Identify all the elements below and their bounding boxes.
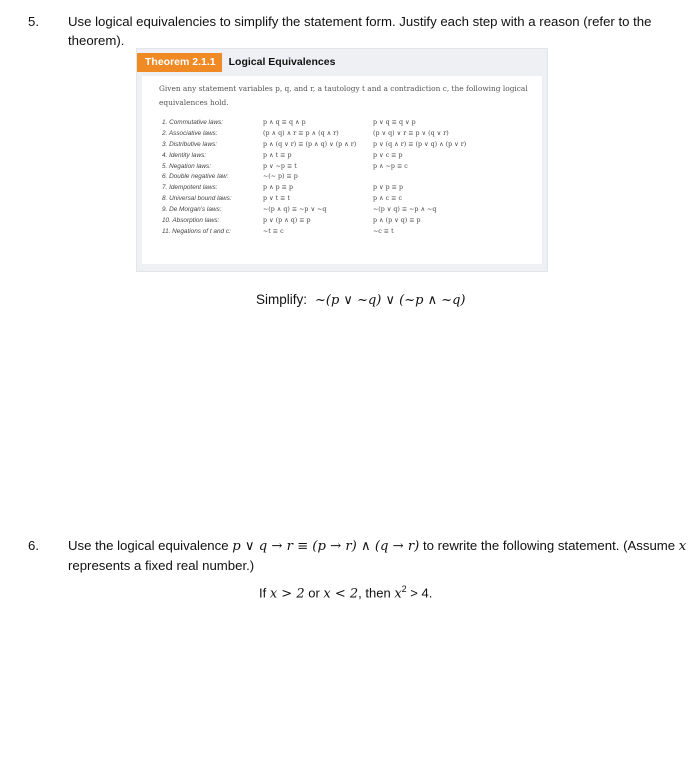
law-right-text: p ∨ c ≡ p (373, 151, 403, 159)
problem-6-variable: x (678, 539, 687, 554)
problem-6-text-middle: to rewrite the following statement. (Assume (419, 538, 679, 553)
law-name-text: 6. Double negative law: (162, 173, 229, 181)
law-name-text: 1. Commutative laws: (162, 119, 224, 126)
law-name-text: 4. Identity laws: (162, 151, 207, 159)
law-name-text: 11. Negations of t and c: (162, 227, 231, 235)
theorem-header (137, 49, 547, 71)
law-left-text: p ∨ ~p ≡ t (263, 162, 297, 170)
problem-5-number: 5. (28, 14, 39, 29)
laws-list (162, 118, 532, 238)
law-right-text: p ∨ q ≡ q ∨ p (373, 119, 416, 126)
problem-6-text (68, 536, 688, 575)
law-right-text: p ∧ (p ∨ q) ≡ p (373, 217, 421, 225)
law-right-text: (p ∨ q) ∨ r ≡ p ∨ (q ∨ r) (373, 129, 449, 137)
theorem-intro: Given any statement variables p, q, and r, a tautology t and a contradiction c, the following logical equivalences hold. (159, 84, 528, 107)
problem-5-text: Use logical equivalencies to simplify the statement form. Justify each step with a reason (refer to the theorem). (68, 14, 652, 48)
statement-then: , then (358, 585, 395, 601)
theorem-box (136, 48, 548, 272)
law-left-text: p ∧ q ≡ q ∧ p (263, 119, 306, 126)
law-row (162, 194, 532, 205)
statement-prefix: If (259, 585, 270, 601)
theorem-body (142, 76, 542, 264)
statement-conclusion-base: x (394, 586, 402, 602)
simplify-expression: ~(p ∨ ~q) ∨ (~p ∧ ~q) (315, 293, 466, 308)
law-row (162, 172, 532, 183)
law-right-text: ~(p ∨ q) ≡ ~p ∧ ~q (373, 206, 437, 214)
law-name-text: 3. Distributive laws: (162, 140, 218, 148)
law-name-text: 10. Absorption laws: (162, 217, 220, 225)
theorem-tag: Theorem 2.1.1 (137, 53, 222, 72)
law-row (162, 216, 532, 227)
law-left-text: ~t ≡ c (263, 227, 284, 235)
law-row (162, 205, 532, 216)
simplify-label: Simplify: (256, 292, 308, 307)
law-name-text: 9. De Morgan's laws: (162, 206, 222, 214)
simplify-prompt (256, 292, 466, 308)
statement-conclusion-exponent: 2 (401, 584, 407, 594)
law-row (162, 140, 532, 151)
statement-or: or (304, 585, 324, 601)
conditional-statement (259, 584, 432, 601)
law-left-text: ~(~ p) ≡ p (263, 173, 298, 181)
law-left-text: p ∨ (p ∧ q) ≡ p (263, 217, 311, 225)
problem-6-text-after: represents a fixed real number.) (68, 558, 255, 573)
law-right-text: p ∨ p ≡ p (373, 184, 403, 192)
law-left-text: ~(p ∧ q) ≡ ~p ∨ ~q (263, 206, 327, 214)
law-row (162, 227, 532, 238)
law-row (162, 162, 532, 173)
law-left-text: p ∧ p ≡ p (263, 184, 293, 192)
law-row (162, 118, 532, 129)
problem-6-equivalence: p ∨ q → r ≡ (p → r) ∧ (q → r) (232, 539, 420, 554)
law-left-text: p ∧ (q ∨ r) ≡ (p ∧ q) ∨ (p ∧ r) (263, 140, 357, 148)
law-right-text: p ∧ ~p ≡ c (373, 162, 408, 170)
law-row (162, 183, 532, 194)
law-name-text: 5. Negation laws: (162, 162, 212, 170)
law-right-text: ~c ≡ t (373, 227, 394, 235)
law-right-text: p ∧ c ≡ c (373, 195, 402, 203)
law-left-text: p ∧ t ≡ p (263, 151, 292, 159)
statement-condition-1: x > 2 (269, 586, 305, 602)
theorem-title: Logical Equivalences (228, 56, 336, 68)
law-left-text: (p ∧ q) ∧ r ≡ p ∧ (q ∧ r) (263, 129, 339, 137)
law-name-text: 8. Universal bound laws: (162, 195, 232, 203)
problem-6-text-before: Use the logical equivalence (68, 538, 233, 553)
statement-conclusion-rest: > 4. (406, 585, 433, 601)
law-row (162, 151, 532, 162)
law-name-text: 7. Idempotent laws: (162, 184, 218, 192)
problem-6-number: 6. (28, 538, 39, 553)
law-right-text: p ∨ (q ∧ r) ≡ (p ∨ q) ∧ (p ∨ r) (373, 140, 467, 148)
statement-condition-2: x < 2 (323, 586, 359, 602)
law-name-text: 2. Associative laws: (162, 129, 218, 137)
law-left-text: p ∨ t ≡ t (263, 195, 290, 203)
law-row (162, 129, 532, 140)
